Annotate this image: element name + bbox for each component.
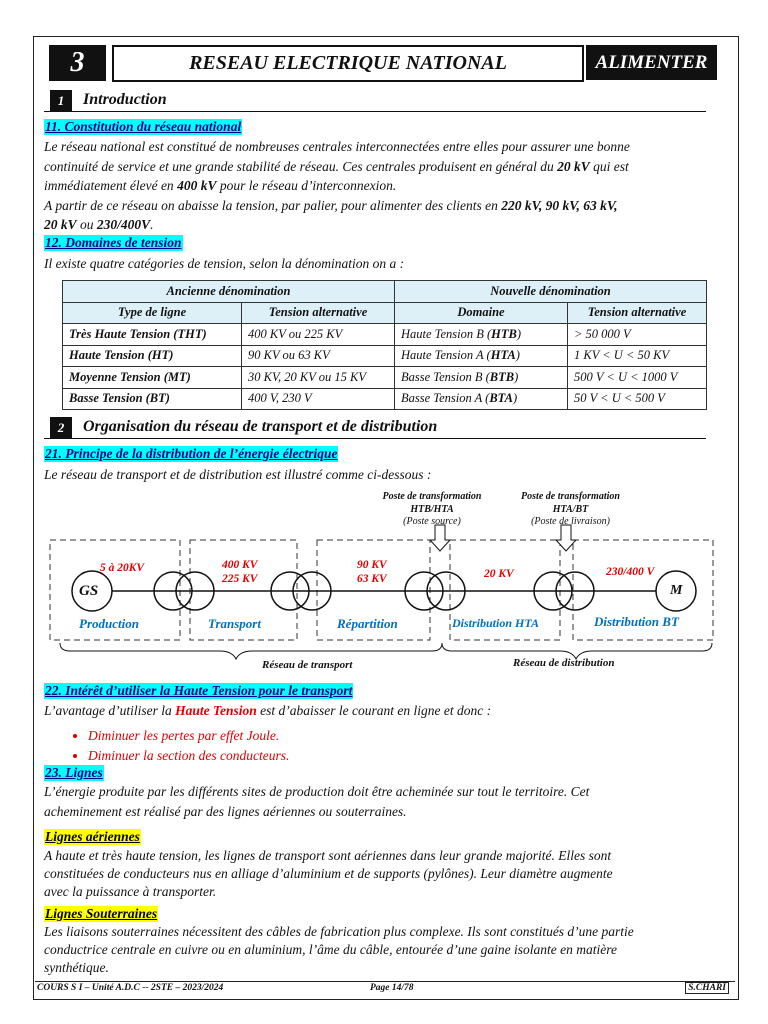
voltage-label-transport: 400 KV 225 KV: [222, 559, 258, 585]
section-1-rule: [44, 111, 706, 112]
brace-distribution-label: Réseau de distribution: [513, 657, 615, 669]
cell-domain: Haute Tension A (HTA): [395, 345, 568, 367]
aerial-lines-title: Lignes aériennes: [45, 829, 140, 844]
column-header: Type de ligne: [63, 302, 242, 324]
section-2-rule: [44, 438, 706, 439]
aerial-lines-text: A haute et très haute tension, les lignes de transport sont aériennes dans leur grande majorité. Elles sont constituées de conducteurs nus en alliage d’aluminium et de supports (pylônes). Leur diamètre augmente avec la puissance à transporter.: [44, 848, 613, 899]
cell-type: Très Haute Tension (THT): [63, 324, 242, 346]
column-header: Domaine: [395, 302, 568, 324]
voltage-label-repartition: 90 KV 63 KV: [357, 559, 387, 585]
motor-label: M: [670, 583, 683, 598]
column-header: Tension alternative: [242, 302, 395, 324]
sub-22-text: L’avantage d’utiliser la Haute Tension est d’abaisser le courant en ligne et donc :: [44, 703, 492, 718]
section-2-number: 2: [50, 417, 72, 439]
table-row: [63, 345, 707, 367]
zone-transport: Transport: [208, 616, 261, 631]
zone-production: Production: [79, 616, 139, 631]
poste-livraison-label: Poste de transformation HTA/BT (Poste de livraison): [521, 491, 620, 527]
poste-source-arrow: [430, 525, 450, 551]
page-footer: [35, 981, 735, 996]
table-column-header: [63, 302, 707, 324]
cell-type: Haute Tension (HT): [63, 345, 242, 367]
sub-12-intro: Il existe quatre catégories de tension, selon la dénomination on a :: [44, 256, 405, 271]
voltage-table: [62, 280, 707, 410]
sub-23-text: L’énergie produite par les différents sites de production doit être acheminée sur tout le territoire. Cet acheminement est réalisé par des lignes aériennes ou souterraines.: [44, 784, 590, 819]
cell-new-voltage: > 50 000 V: [568, 324, 707, 346]
cell-old-voltage: 400 V, 230 V: [242, 388, 395, 410]
voltage-label-production: 5 à 20KV: [100, 562, 145, 574]
cell-old-voltage: 90 KV ou 63 KV: [242, 345, 395, 367]
footer-course: COURS S I – Unité A.D.C -- 2STE – 2023/2024: [37, 983, 224, 993]
cell-domain: Haute Tension B (HTB): [395, 324, 568, 346]
zone-repartition: Répartition: [337, 616, 398, 631]
list-item: • Diminuer les pertes par effet Joule.: [88, 726, 289, 746]
underground-lines-title: Lignes Souterraines: [45, 906, 158, 921]
list-item: • Diminuer la section des conducteurs.: [88, 746, 289, 766]
sub-21-title: 21. Principe de la distribution de l’énergie électrique: [45, 446, 338, 461]
cell-old-voltage: 400 KV ou 225 KV: [242, 324, 395, 346]
zone-distribution-bt: Distribution BT: [594, 614, 679, 629]
footer-author: S.CHARI: [685, 982, 729, 994]
poste-source-label: Poste de transformation HTB/HTA (Poste source): [382, 491, 482, 527]
cell-domain: Basse Tension A (BTA): [395, 388, 568, 410]
cell-new-voltage: 50 V < U < 500 V: [568, 388, 707, 410]
sub-11-title: 11. Constitution du réseau national: [45, 119, 242, 134]
table-row: [63, 324, 707, 346]
sub-12-title: 12. Domaines de tension: [45, 235, 182, 250]
sub-23-title: 23. Lignes: [45, 765, 103, 780]
sub-11-text: Le réseau national est constitué de nombreuses centrales interconnectées entre elles pour assurer une bonne continuité de service et une grande stabilité de réseau. Ces centrales produisent en général du 20 kV qui est immédiatement élevé en 400 kV pour le réseau d’interconnexion. A partir de ce réseau on abaisse la tension, par palier, pour alimenter des clients en 220 kV, 90 kV, 63 kV, 20 kV ou 230/400V.: [44, 139, 630, 232]
table-group-header: [63, 281, 707, 303]
cell-type: Basse Tension (BT): [63, 388, 242, 410]
generator-label: GS: [79, 583, 99, 599]
footer-page: Page 14/78: [370, 983, 414, 993]
voltage-label-hta: 20 KV: [484, 568, 514, 580]
underground-lines-text: Les liaisons souterraines nécessitent des câbles de fabrication plus complexe. Ils sont constitués d’une partie conductrice centrale en cuivre ou en aluminium, l’âme du câble, entourée d’une gaine isolante en matière synthétique.: [44, 924, 634, 975]
sub-22-title: 22. Intérêt d’utiliser la Haute Tension pour le transport: [45, 683, 353, 698]
cell-new-voltage: 500 V < U < 1000 V: [568, 367, 707, 389]
brace-transport: [60, 643, 442, 659]
table-row: [63, 388, 707, 410]
page-title: RESEAU ELECTRIQUE NATIONAL: [112, 45, 584, 82]
chapter-number: 3: [49, 45, 106, 81]
group-old: Ancienne dénomination: [63, 281, 395, 303]
cell-new-voltage: 1 KV < U < 50 KV: [568, 345, 707, 367]
cell-type: Moyenne Tension (MT): [63, 367, 242, 389]
sub-21-intro: Le réseau de transport et de distribution est illustré comme ci-dessous :: [44, 467, 432, 482]
zone-distribution-hta: Distribution HTA: [452, 616, 540, 630]
cell-old-voltage: 30 KV, 20 KV ou 15 KV: [242, 367, 395, 389]
voltage-label-bt: 230/400 V: [606, 566, 655, 578]
brace-transport-label: Réseau de transport: [262, 659, 353, 671]
sub-22-bullets: [58, 726, 289, 766]
table-row: [63, 367, 707, 389]
section-1-title: Introduction: [83, 91, 167, 108]
group-new: Nouvelle dénomination: [395, 281, 707, 303]
column-header: Tension alternative: [568, 302, 707, 324]
function-badge: ALIMENTER: [586, 45, 717, 80]
section-2-title: Organisation du réseau de transport et de distribution: [83, 418, 438, 435]
section-1-number: 1: [50, 90, 72, 112]
cell-domain: Basse Tension B (BTB): [395, 367, 568, 389]
